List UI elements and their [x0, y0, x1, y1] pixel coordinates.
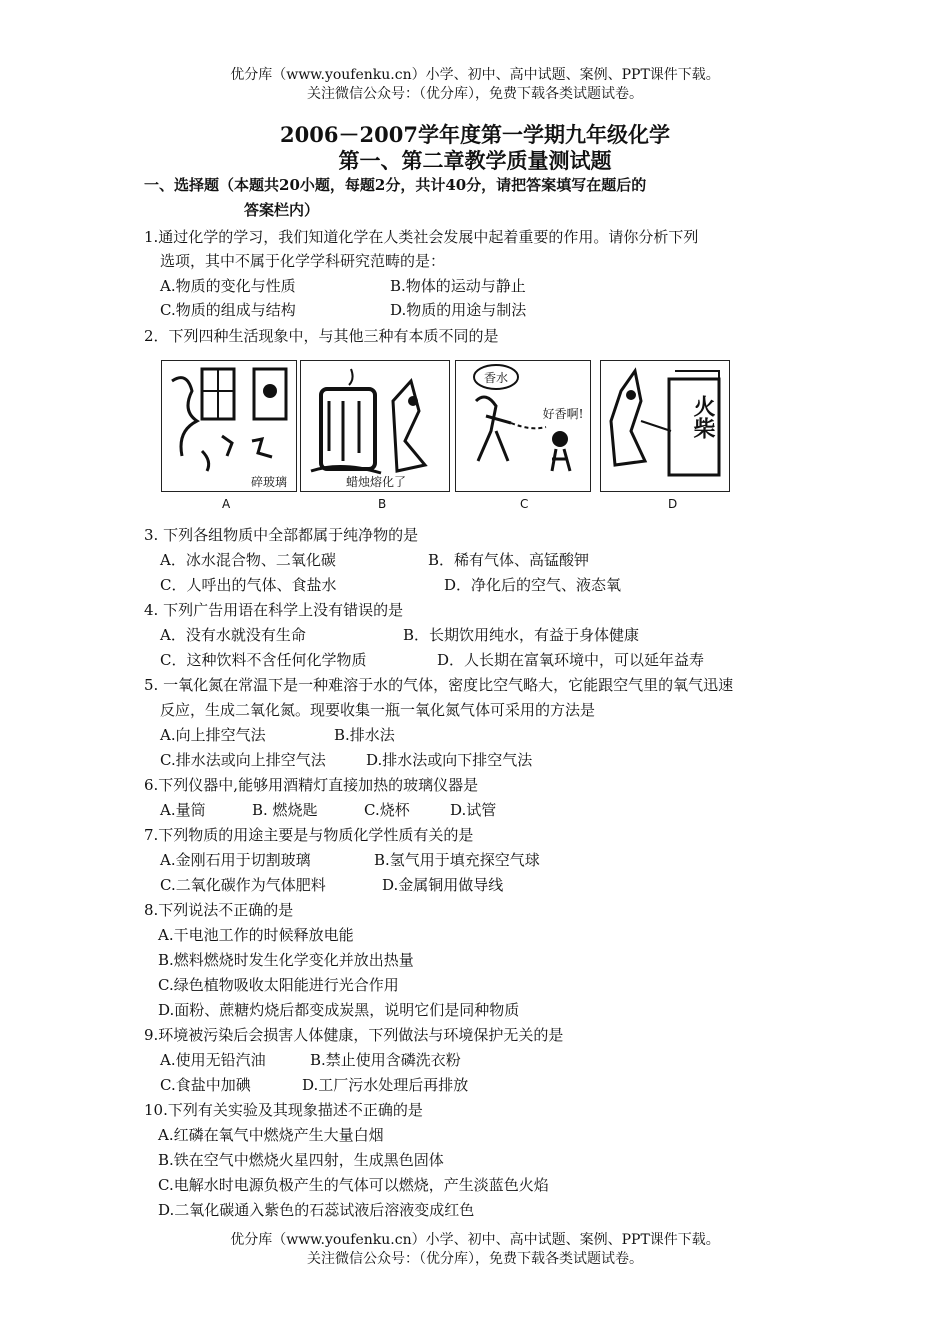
question-7-option-d: D.金属铜用做导线 — [382, 876, 504, 894]
question-3-option-b: B．稀有气体、高锰酸钾 — [428, 551, 590, 569]
question-5-option-a: A.向上排空气法 — [160, 726, 266, 744]
question-6-option-a: A.量筒 — [160, 801, 206, 819]
question-8-option-a: A.干电池工作的时候释放电能 — [158, 926, 354, 944]
question-10-option-b: B.铁在空气中燃烧火星四射，生成黑色固体 — [158, 1151, 444, 1169]
melting-candle-illustration — [301, 361, 449, 491]
question-7-option-b: B.氢气用于填充探空气球 — [374, 851, 540, 869]
question-1-option-b: B.物体的运动与静止 — [390, 277, 526, 295]
question-10-option-d: D.二氧化碳通入紫色的石蕊试液后溶液变成红色 — [158, 1201, 475, 1219]
question-8-option-d: D.面粉、蔗糖灼烧后都变成炭黑，说明它们是同种物质 — [158, 1001, 520, 1019]
picture-a — [161, 360, 297, 492]
question-1-stem: 1.通过化学的学习，我们知道化学在人类社会发展中起着重要的作用。请你分析下列 — [144, 228, 699, 246]
question-1-option-a: A.物质的变化与性质 — [160, 277, 296, 295]
question-5-option-b: B.排水法 — [334, 726, 395, 744]
page-subtitle: 第一、第二章教学质量测试题 — [338, 148, 612, 173]
picture-b — [300, 360, 450, 492]
question-3-stem: 3. 下列各组物质中全部都属于纯净物的是 — [144, 526, 419, 544]
question-6-option-c: C.烧杯 — [364, 801, 410, 819]
question-1-option-d: D.物质的用途与制法 — [390, 301, 527, 319]
question-5-option-c: C.排水法或向上排空气法 — [160, 751, 326, 769]
page-title: 2006－2007学年度第一学期九年级化学 — [280, 122, 670, 147]
question-4-option-d: D．人长期在富氧环境中，可以延年益寿 — [437, 651, 705, 669]
question-7-stem: 7.下列物质的用途主要是与物质化学性质有关的是 — [144, 826, 474, 844]
question-6-option-b: B. 燃烧匙 — [252, 801, 318, 819]
picture-a-caption: 碎玻璃 — [250, 475, 287, 489]
question-9-option-c: C.食盐中加碘 — [160, 1076, 251, 1094]
question-8-stem: 8.下列说法不正确的是 — [144, 901, 294, 919]
question-3-option-c: C．人呼出的气体、食盐水 — [160, 576, 337, 594]
footer-line-1: 优分库（www.youfenku.cn）小学、初中、高中试题、案例、PPT课件下载。 — [230, 1232, 720, 1248]
broken-glass-illustration — [162, 361, 296, 491]
question-7-option-a: A.金刚石用于切割玻璃 — [160, 851, 311, 869]
perfume-illustration — [456, 361, 590, 491]
question-4-option-b: B．长期饮用纯水，有益于身体健康 — [403, 626, 640, 644]
question-10-stem: 10.下列有关实验及其现象描述不正确的是 — [144, 1101, 423, 1119]
picture-a-label: A — [222, 497, 231, 511]
picture-d — [600, 360, 730, 492]
section-heading-cont: 答案栏内） — [244, 201, 320, 219]
question-10-option-a: A.红磷在氧气中燃烧产生大量白烟 — [158, 1126, 384, 1144]
header-line-1: 优分库（www.youfenku.cn）小学、初中、高中试题、案例、PPT课件下载。 — [230, 67, 720, 83]
picture-c — [455, 360, 591, 492]
footer-line-2: 关注微信公众号：（优分库），免费下载各类试题试卷。 — [307, 1251, 643, 1267]
question-5-stem-cont: 反应，生成二氧化氮。现要收集一瓶一氧化氮气体可采用的方法是 — [160, 701, 596, 719]
question-7-option-c: C.二氧化碳作为气体肥料 — [160, 876, 326, 894]
question-3-option-d: D．净化后的空气、液态氧 — [444, 576, 622, 594]
picture-d-label: D — [668, 497, 678, 511]
section-heading: 一、选择题（本题共20小题，每题2分，共计40分，请把答案填写在题后的 — [144, 176, 647, 194]
question-8-option-b: B.燃料燃烧时发生化学变化并放出热量 — [158, 951, 414, 969]
question-5-option-d: D.排水法或向下排空气法 — [366, 751, 533, 769]
picture-c-label: C — [520, 497, 529, 511]
question-6-stem: 6.下列仪器中,能够用酒精灯直接加热的玻璃仪器是 — [144, 776, 479, 794]
question-5-stem: 5. 一氧化氮在常温下是一种难溶于水的气体，密度比空气略大，它能跟空气里的氧气迅速 — [144, 676, 734, 694]
picture-b-label: B — [378, 497, 387, 511]
question-4-stem: 4. 下列广告用语在科学上没有错误的是 — [144, 601, 404, 619]
picture-c-caption: 香水 — [483, 371, 508, 385]
question-9-option-a: A.使用无铅汽油 — [160, 1051, 266, 1069]
picture-c-speech: 好香啊! — [542, 407, 584, 421]
question-2-stem: 2．下列四种生活现象中，与其他三种有本质不同的是 — [144, 327, 499, 345]
question-10-option-c: C.电解水时电源负极产生的气体可以燃烧，产生淡蓝色火焰 — [158, 1176, 549, 1194]
question-3-option-a: A．冰水混合物、二氧化碳 — [160, 551, 336, 569]
question-1-option-c: C.物质的组成与结构 — [160, 301, 296, 319]
header-line-2: 关注微信公众号：（优分库），免费下载各类试题试卷。 — [307, 86, 643, 102]
question-9-stem: 9.环境被污染后会损害人体健康，下列做法与环境保护无关的是 — [144, 1026, 564, 1044]
question-8-option-c: C.绿色植物吸收太阳能进行光合作用 — [158, 976, 399, 994]
picture-d-caption: 火柴 — [690, 395, 716, 439]
question-9-option-b: B.禁止使用含磷洗衣粉 — [310, 1051, 461, 1069]
question-4-option-c: C．这种饮料不含任何化学物质 — [160, 651, 367, 669]
question-1-stem-cont: 选项，其中不属于化学学科研究范畴的是： — [160, 252, 446, 270]
picture-b-caption: 蜡烛熔化了 — [345, 475, 406, 489]
question-6-option-d: D.试管 — [450, 801, 497, 819]
question-9-option-d: D.工厂污水处理后再排放 — [302, 1076, 469, 1094]
question-4-option-a: A．没有水就没有生命 — [160, 626, 306, 644]
